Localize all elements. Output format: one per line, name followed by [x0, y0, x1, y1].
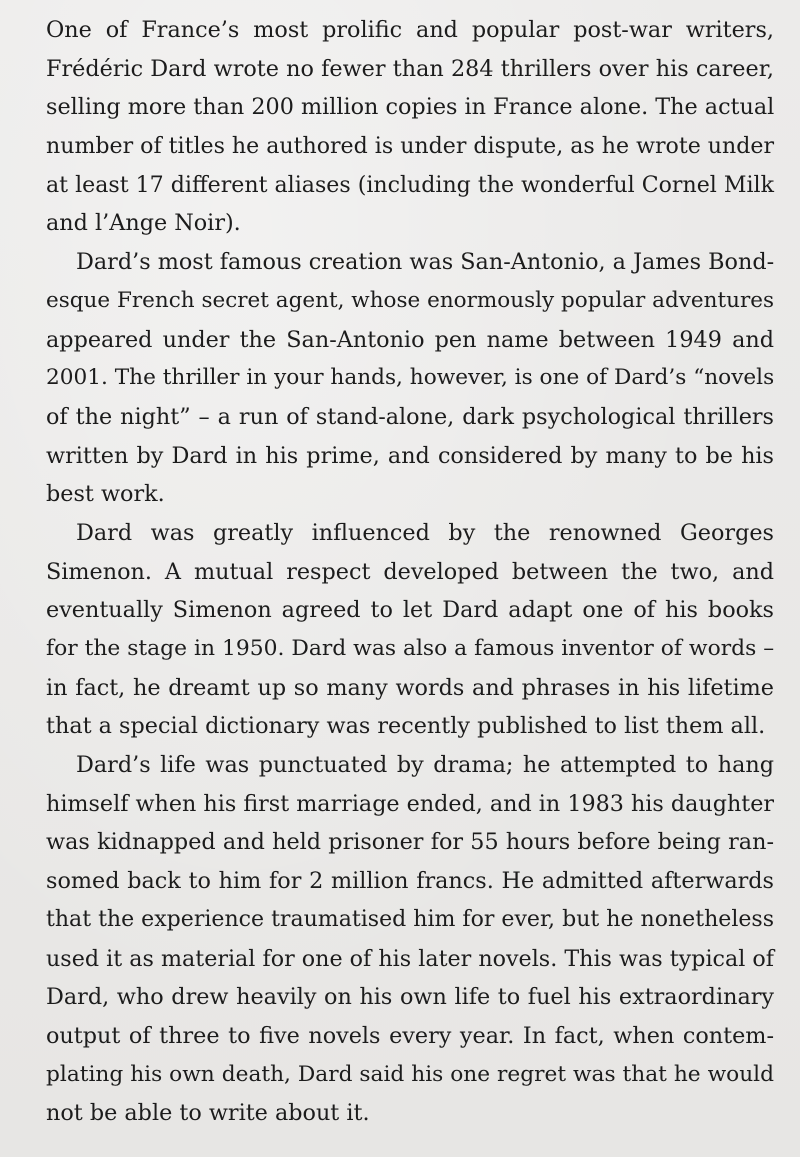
paragraph-1 [46, 11, 774, 243]
text-line: output of three to five novels every year. In fact, when contem- [46, 1022, 774, 1049]
text-line: Dard was greatly influenced by the renowned Georges [76, 519, 774, 546]
text-line: that a special dictionary was recently published to list them all. [46, 713, 766, 740]
text-line: was kidnapped and held prisoner for 55 hours before being ran- [46, 829, 774, 856]
text-line: Dard’s most famous creation was San-Antonio, a James Bond- [76, 249, 775, 276]
text-line: Simenon. A mutual respect developed between the two, and [46, 558, 774, 585]
text-line: at least 17 different aliases (including the wonderful Cornel Milk [46, 171, 774, 198]
text-line: somed back to him for 2 million francs. He admitted afterwards [46, 868, 774, 895]
text-line: written by Dard in his prime, and considered by many to be his [46, 442, 774, 469]
text-line: of the night” – a run of stand-alone, dark psychological thrillers [46, 403, 774, 430]
paragraph-3 [46, 514, 774, 746]
text-line: plating his own death, Dard said his one regret was that he would [46, 1061, 774, 1087]
text-line: Dard’s life was punctuated by drama; he attempted to hang [76, 752, 774, 779]
paragraph-2 [46, 243, 774, 514]
text-line: number of titles he authored is under dispute, as he wrote under [46, 133, 774, 160]
text-line: appeared under the San-Antonio pen name between 1949 and [46, 326, 774, 353]
text-line: in fact, he dreamt up so many words and phrases in his lifetime [46, 674, 774, 701]
biography-text [46, 11, 774, 1133]
text-line: selling more than 200 million copies in France alone. The actual [46, 94, 775, 121]
text-line: not be able to write about it. [46, 1100, 370, 1127]
text-line: eventually Simenon agreed to let Dard adapt one of his books [46, 597, 774, 624]
paragraph-4 [46, 746, 774, 1133]
text-line: used it as material for one of his later novels. This was typical of [46, 945, 774, 972]
text-line: for the stage in 1950. Dard was also a famous inventor of words – [46, 636, 775, 661]
text-line: that the experience traumatised him for ever, but he nonetheless [46, 906, 775, 932]
text-line: esque French secret agent, whose enormously popular adventures [46, 287, 774, 313]
text-line: 2001. The thriller in your hands, however, is one of Dard’s “novels [46, 365, 775, 391]
text-line: Dard, who drew heavily on his own life to fuel his extraordinary [46, 984, 774, 1011]
text-line: Frédéric Dard wrote no fewer than 284 thrillers over his career, [46, 55, 774, 82]
text-line: and l’Ange Noir). [46, 210, 241, 237]
text-line: One of France’s most prolific and popular post-war writers, [46, 17, 774, 43]
text-line: best work. [46, 481, 165, 508]
text-line: himself when his first marriage ended, and in 1983 his daughter [46, 790, 774, 817]
